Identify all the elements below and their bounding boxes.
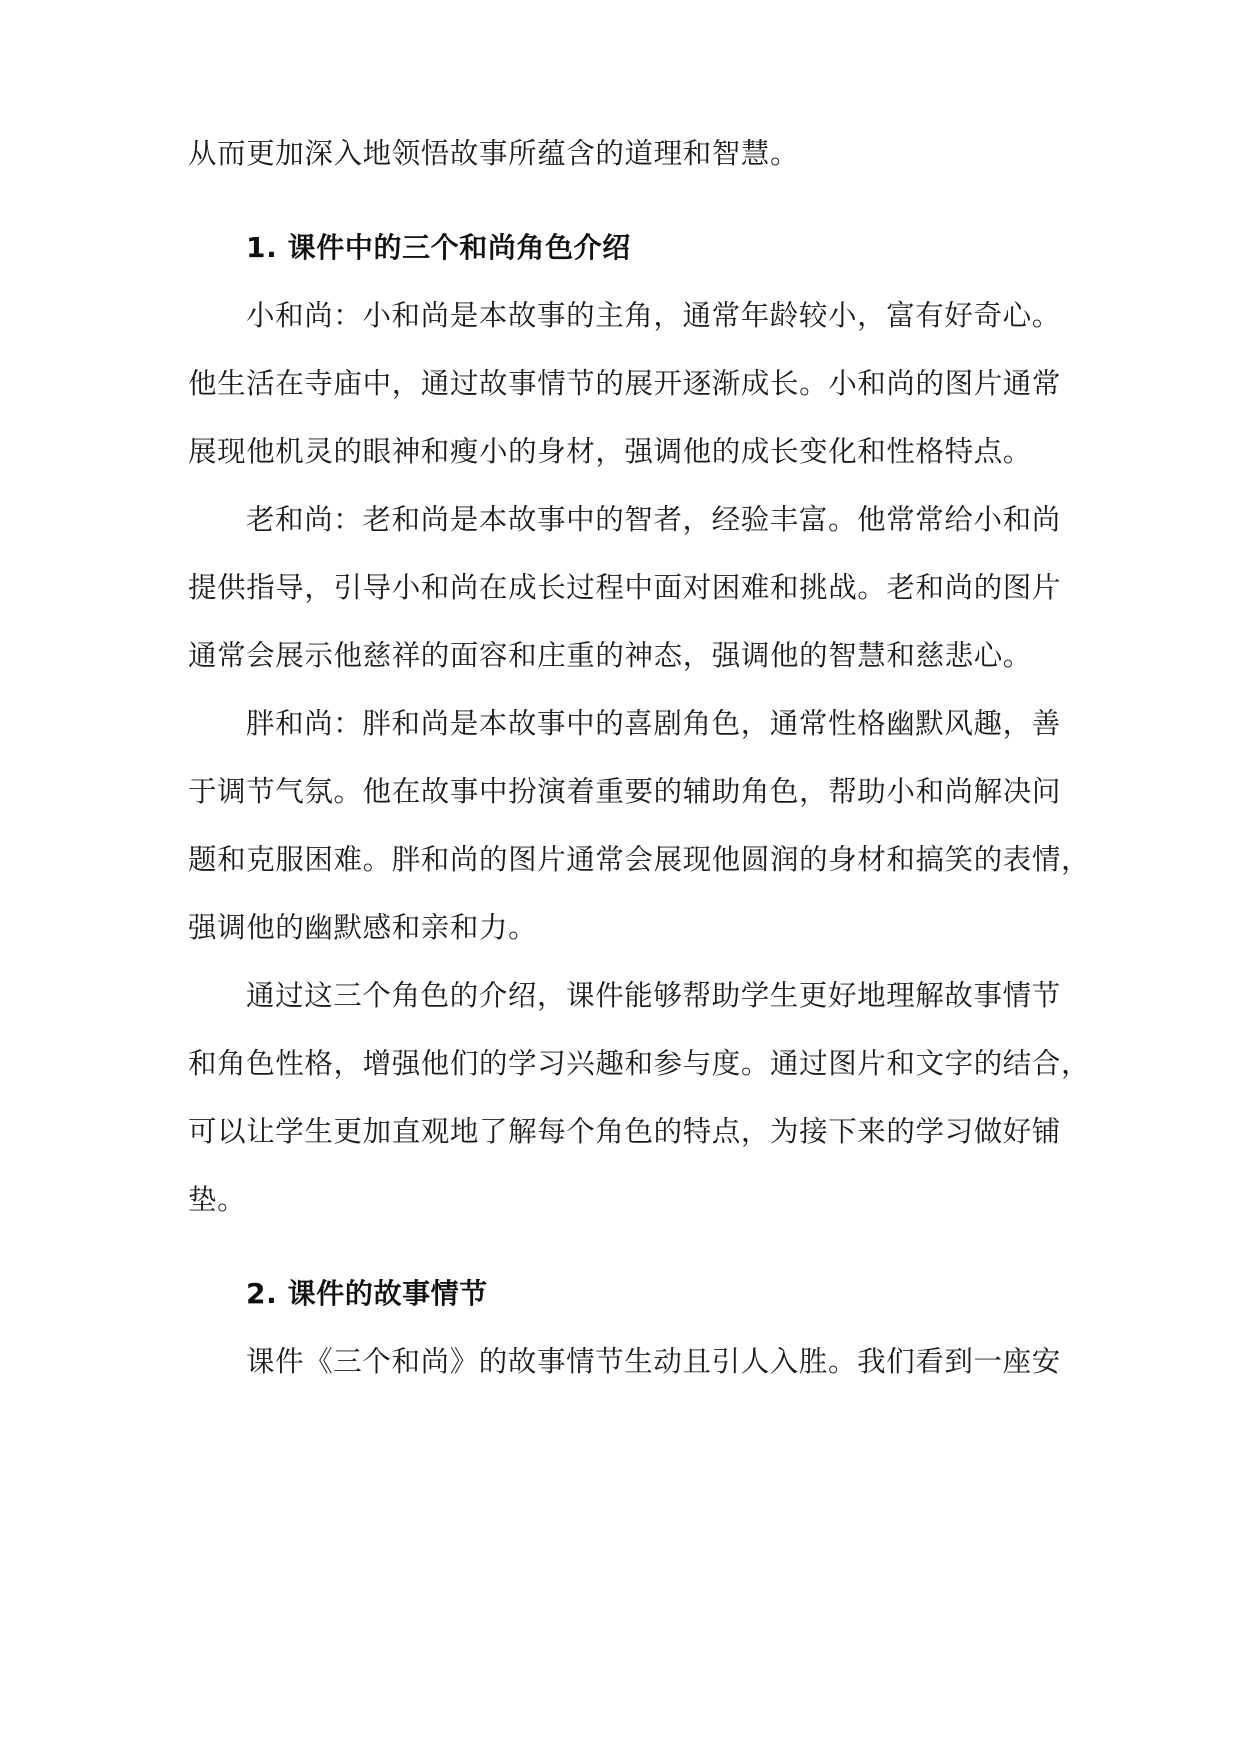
paragraph-line: 他生活在寺庙中，通过故事情节的展开逐渐成长。小和尚的图片通常 bbox=[188, 367, 1062, 400]
paragraph-line: 提供指导，引导小和尚在成长过程中面对困难和挑战。老和尚的图片 bbox=[188, 571, 1062, 604]
paragraph-line: 题和克服困难。胖和尚的图片通常会展现他圆润的身材和搞笑的表情， bbox=[188, 843, 1091, 876]
paragraph-line: 小和尚：小和尚是本故事的主角，通常年龄较小，富有好奇心。 bbox=[246, 299, 1061, 332]
paragraph-line: 垫。 bbox=[188, 1183, 247, 1216]
text-line: 从而更加深入地领悟故事所蕴含的道理和智慧。 bbox=[188, 137, 800, 170]
paragraph-line: 老和尚：老和尚是本故事中的智者，经验丰富。他常常给小和尚 bbox=[246, 503, 1061, 536]
paragraph-line: 和角色性格，增强他们的学习兴趣和参与度。通过图片和文字的结合， bbox=[188, 1047, 1091, 1080]
section-heading-2: 2. 课件的故事情节 bbox=[246, 1277, 488, 1310]
paragraph-line: 可以让学生更加直观地了解每个角色的特点，为接下来的学习做好铺 bbox=[188, 1115, 1062, 1148]
paragraph-line: 胖和尚：胖和尚是本故事中的喜剧角色，通常性格幽默风趣，善 bbox=[246, 707, 1061, 740]
paragraph-line: 展现他机灵的眼神和瘦小的身材，强调他的成长变化和性格特点。 bbox=[188, 435, 1032, 468]
paragraph-line: 通常会展示他慈祥的面容和庄重的神态，强调他的智慧和慈悲心。 bbox=[188, 639, 1032, 672]
paragraph-line: 强调他的幽默感和亲和力。 bbox=[188, 911, 538, 944]
section-heading-1: 1. 课件中的三个和尚角色介绍 bbox=[246, 231, 631, 264]
paragraph-line: 课件《三个和尚》的故事情节生动且引人入胜。我们看到一座安 bbox=[246, 1345, 1061, 1378]
paragraph-line: 通过这三个角色的介绍，课件能够帮助学生更好地理解故事情节 bbox=[246, 979, 1061, 1012]
paragraph-line: 于调节气氛。他在故事中扮演着重要的辅助角色，帮助小和尚解决问 bbox=[188, 775, 1062, 808]
